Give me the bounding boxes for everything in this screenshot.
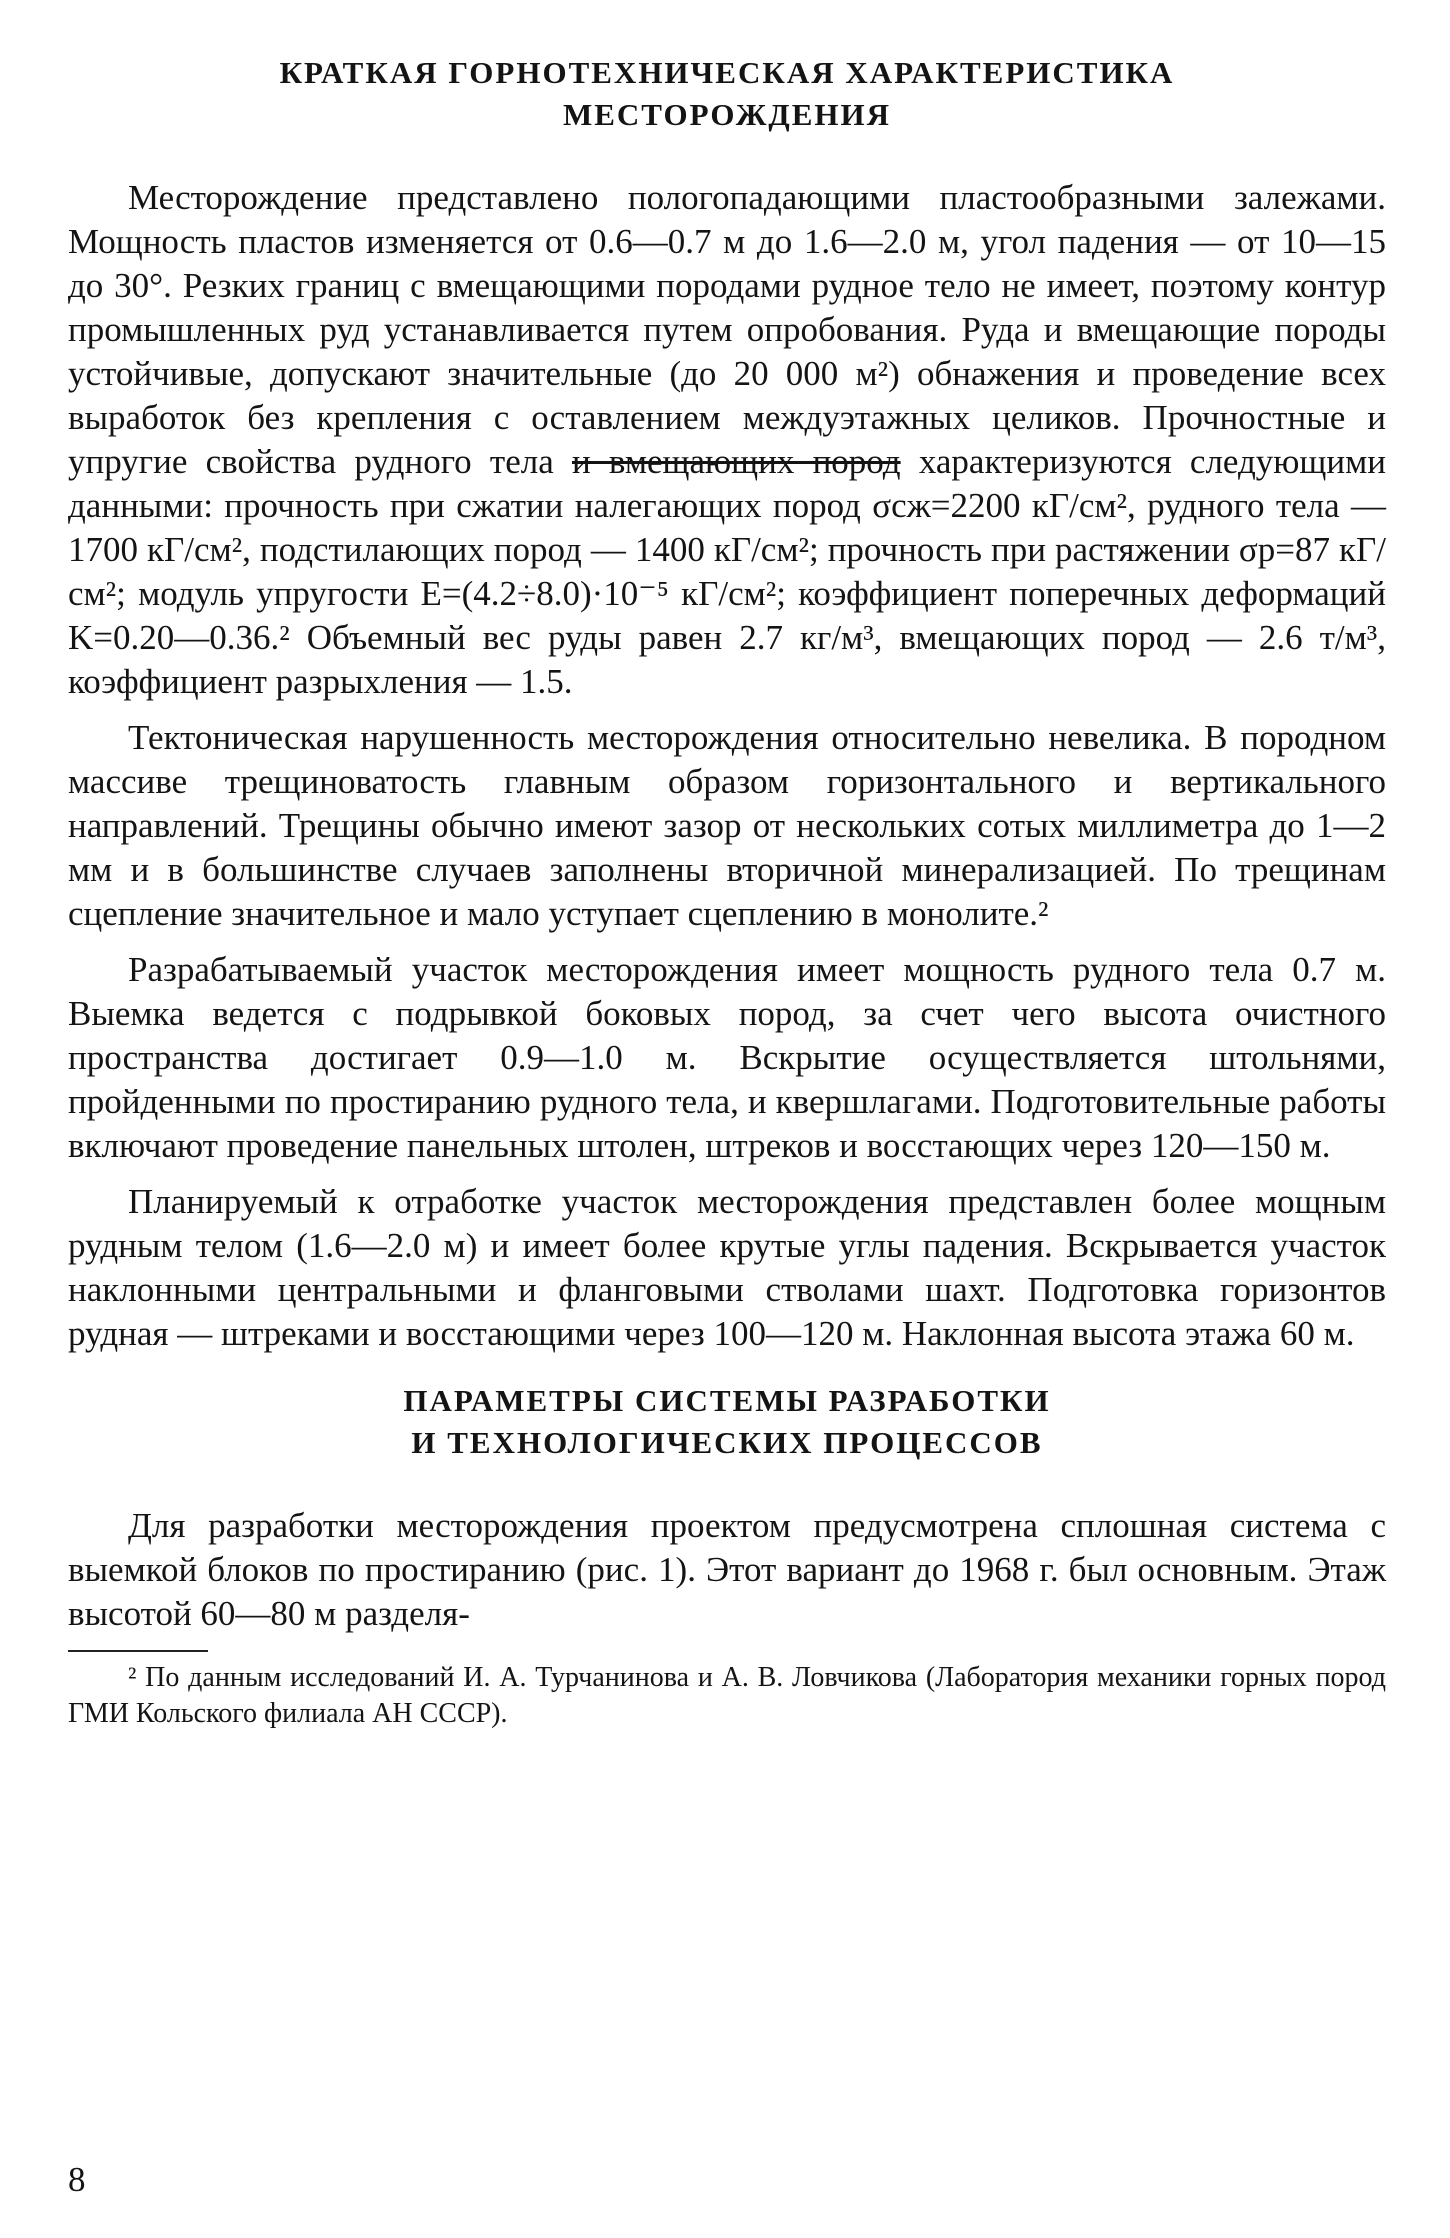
page-number: 8 [68, 2160, 86, 2199]
section-title-characteristics [68, 52, 1386, 136]
section-title-line: И ТЕХНОЛОГИЧЕСКИХ ПРОЦЕССОВ [411, 1425, 1043, 1460]
section-title-parameters [68, 1380, 1386, 1464]
section-title-line: ПАРАМЕТРЫ СИСТЕМЫ РАЗРАБОТКИ [403, 1383, 1051, 1418]
page-content [68, 52, 1386, 1732]
section-title-line: КРАТКАЯ ГОРНОТЕХНИЧЕСКАЯ ХАРАКТЕРИСТИКА [279, 55, 1175, 90]
footnote-divider [68, 1650, 208, 1652]
paragraph-deposit-description [68, 176, 1386, 704]
paragraph-mining-system: Для разработки месторождения проектом предусмотрена сплошная система с выемкой блоков по простиранию (рис. 1). Этот вариант до 1968 г. был основным. Этаж высотой 60—80 м разделя- [68, 1506, 1386, 1633]
paragraph-tectonics: Тектоническая нарушенность месторождения относительно невелика. В породном массиве трещиноватость главным образом горизонтального и вертикального направлений. Трещины обычно имеют зазор от нескольких сотых миллиметра до 1—2 мм и в большинстве случаев заполнены вторичной минерализацией. По трещинам сцепление значительное и мало уступает сцеплению в монолите.² [68, 718, 1386, 933]
paragraph-text: Месторождение представлено пологопадающими пластообразными залежами. Мощность пластов изменяется от 0.6—0.7 м до 1.6—2.0 м, угол падения — от 10—15 до 30°. Резких границ с вмещающими породами рудное тело не имеет, поэтому контур промышленных руд устанавливается путем опробования. Руда и вмещающие породы устойчивые, допускают значительные (до 20 000 м²) обнажения и проведение всех выработок без крепления с оставлением междуэтажных целиков. Прочностные и упругие свойства рудного тела [68, 178, 1386, 481]
section-title-line: МЕСТОРОЖДЕНИЯ [562, 97, 892, 132]
paragraph-planned-section: Планируемый к отработке участок месторождения представлен более мощным рудным телом (1.6—2.0 м) и имеет более крутые углы падения. Вскрывается участок наклонными центральными и фланговыми стволами шахт. Подготовка горизонтов рудная — штреками и восстающими через 100—120 м. Наклонная высота этажа 60 м. [68, 1182, 1386, 1353]
paragraph-current-section: Разрабатываемый участок месторождения имеет мощность рудного тела 0.7 м. Выемка ведется с подрывкой боковых пород, за счет чего высота очистного пространства достигает 0.9—1.0 м. Вскрытие осуществляется штольнями, пройденными по простиранию рудного тела, и квершлагами. Подготовительные работы включают проведение панельных штолен, штреков и восстающих через 120—150 м. [68, 950, 1386, 1165]
footnote: ² По данным исследований И. А. Турчанинова и А. В. Ловчикова (Лаборатория механики горных пород ГМИ Кольского филиала АН СССР). [68, 1662, 1386, 1729]
paragraph-text: характеризуются следующими данными: прочность при сжатии налегающих пород σсж=2200 кГ/см², рудного тела — 1700 кГ/см², подстилающих пород — 1400 кГ/см²; прочность при растяжении σр=87 кГ/см²; модуль упругости E=(4.2÷8.0)·10⁻⁵ кГ/см²; коэффициент поперечных деформаций K=0.20—0.36.² Объемный вес руды равен 2.7 кг/м³, вмещающих пород — 2.6 т/м³, коэффициент разрыхления — 1.5. [68, 442, 1386, 701]
struck-text: и вмещающих пород [571, 442, 901, 481]
